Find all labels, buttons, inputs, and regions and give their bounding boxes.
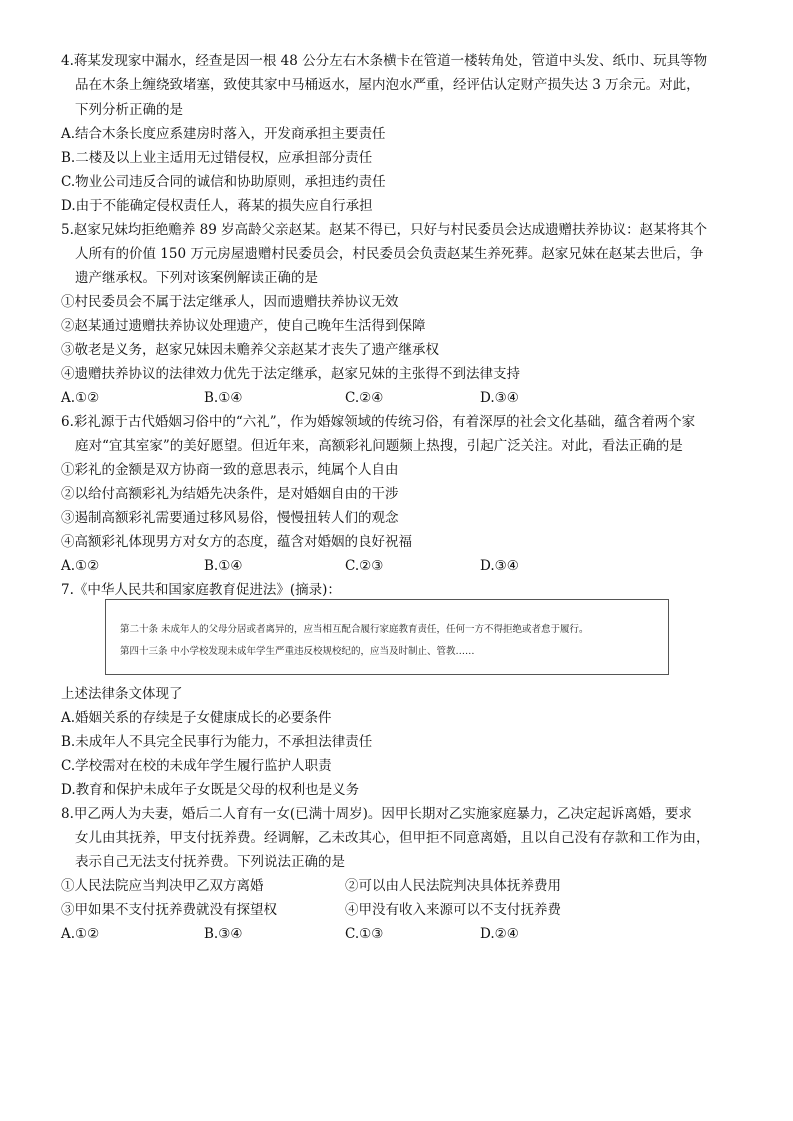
- q7-option-a: A.婚姻关系的存续是子女健康成长的必要条件: [61, 710, 332, 726]
- q8-statement-1: ①人民法院应当判决甲乙双方离婚: [61, 878, 264, 894]
- q5-statement-2: ②赵某通过遗赠扶养协议处理遗产，使自己晚年生活得到保障: [61, 318, 426, 334]
- q4-option-c: C.物业公司违反合同的诚信和协助原则，承担违约责任: [61, 174, 386, 190]
- q6-stem-line-1: 6.彩礼源于古代婚姻习俗中的“六礼”，作为婚嫁领域的传统习俗，有着深厚的社会文化基础，蕴含着两个家: [61, 414, 696, 430]
- q6-choice-b: B.①④: [204, 558, 243, 574]
- q7-option-d: D.教育和保护未成年子女既是父母的权利也是义务: [61, 782, 360, 798]
- law-excerpt-box: [105, 599, 669, 675]
- q8-stem-line-3: 表示自己无法支付抚养费。下列说法正确的是: [75, 854, 345, 870]
- q5-stem-line-2: 人所有的价值 150 万元房屋遗赠村民委员会，村民委员会负责赵某生养死葬。赵家兄妹在赵某去世后，争: [75, 246, 704, 262]
- q8-choice-c: C.①③: [345, 926, 384, 942]
- q5-choice-c: C.②④: [345, 390, 384, 406]
- q6-choice-d: D.③④: [480, 558, 519, 574]
- q6-statement-3: ③遏制高额彩礼需要通过移风易俗，慢慢扭转人们的观念: [61, 510, 399, 526]
- q5-statement-4: ④遗赠扶养协议的法律效力优先于法定继承，赵家兄妹的主张得不到法律支持: [61, 366, 520, 382]
- q4-option-a: A.结合木条长度应系建房时落入，开发商承担主要责任: [61, 126, 386, 142]
- q6-statement-1: ①彩礼的金额是双方协商一致的意思表示，纯属个人自由: [61, 462, 399, 478]
- q8-statement-4: ④甲没有收入来源可以不支付抚养费: [345, 902, 561, 918]
- q5-statement-1: ①村民委员会不属于法定继承人，因而遗赠扶养协议无效: [61, 294, 399, 310]
- q7-stem: 7.《中华人民共和国家庭教育促进法》(摘录)：: [61, 582, 341, 598]
- q6-statement-2: ②以给付高额彩礼为结婚先决条件，是对婚姻自由的干涉: [61, 486, 399, 502]
- q8-choice-b: B.③④: [204, 926, 243, 942]
- q5-stem-line-3: 遗产继承权。下列对该案例解读正确的是: [75, 270, 318, 286]
- q8-statement-3: ③甲如果不支付抚养费就没有探望权: [61, 902, 277, 918]
- q8-choice-a: A.①②: [61, 926, 100, 942]
- q8-statement-2: ②可以由人民法院判决具体抚养费用: [345, 878, 561, 894]
- q4-stem-line-1: 4.蒋某发现家中漏水，经查是因一根 48 公分左右木条横卡在管道一楼转角处，管道中头发、纸巾、玩具等物: [61, 53, 708, 69]
- q4-option-b: B.二楼及以上业主适用无过错侵权，应承担部分责任: [61, 150, 373, 166]
- q5-choice-a: A.①②: [61, 390, 100, 406]
- q7-option-b: B.未成年人不具完全民事行为能力，不承担法律责任: [61, 734, 373, 750]
- q4-stem-line-2: 品在木条上缠绕致堵塞，致使其家中马桶返水，屋内泡水严重，经评估认定财产损失达 3 万余元。对此，: [75, 77, 700, 93]
- q6-choice-a: A.①②: [61, 558, 100, 574]
- q4-stem-line-3: 下列分析正确的是: [75, 102, 183, 118]
- q6-statement-4: ④高额彩礼体现男方对女方的态度，蕴含对婚姻的良好祝福: [61, 534, 412, 550]
- q5-stem-line-1: 5.赵家兄妹均拒绝赡养 89 岁高龄父亲赵某。赵某不得已，只好与村民委员会达成遗赠扶养协议：赵某将其个: [61, 222, 708, 238]
- q7-follow-text: 上述法律条文体现了: [61, 686, 183, 702]
- q8-stem-line-2: 女儿由其抚养，甲支付抚养费。经调解，乙未改其心，但甲拒不同意离婚，且以自己没有存款和工作为由，: [75, 830, 710, 846]
- q5-statement-3: ③敬老是义务，赵家兄妹因未赡养父亲赵某才丧失了遗产继承权: [61, 342, 439, 358]
- q8-choice-d: D.②④: [480, 926, 519, 942]
- q5-choice-d: D.③④: [480, 390, 519, 406]
- q8-stem-line-1: 8.甲乙两人为夫妻，婚后二人育有一女(已满十周岁)。因甲长期对乙实施家庭暴力，乙决定起诉离婚，要求: [61, 806, 692, 822]
- law-article-20: 第二十条 未成年人的父母分居或者离异的，应当相互配合履行家庭教育责任，任何一方不得拒绝或者怠于履行。: [120, 624, 589, 635]
- q5-choice-b: B.①④: [204, 390, 243, 406]
- q6-choice-c: C.②③: [345, 558, 384, 574]
- law-article-43: 第四十三条 中小学校发现未成年学生严重违反校规校纪的，应当及时制止、管教……: [120, 646, 475, 657]
- q7-option-c: C.学校需对在校的未成年学生履行监护人职责: [61, 758, 332, 774]
- q6-stem-line-2: 庭对“宜其室家”的美好愿望。但近年来，高额彩礼问题频上热搜，引起广泛关注。对此，看法正确的是: [75, 438, 683, 454]
- q4-option-d: D.由于不能确定侵权责任人，蒋某的损失应自行承担: [61, 198, 373, 214]
